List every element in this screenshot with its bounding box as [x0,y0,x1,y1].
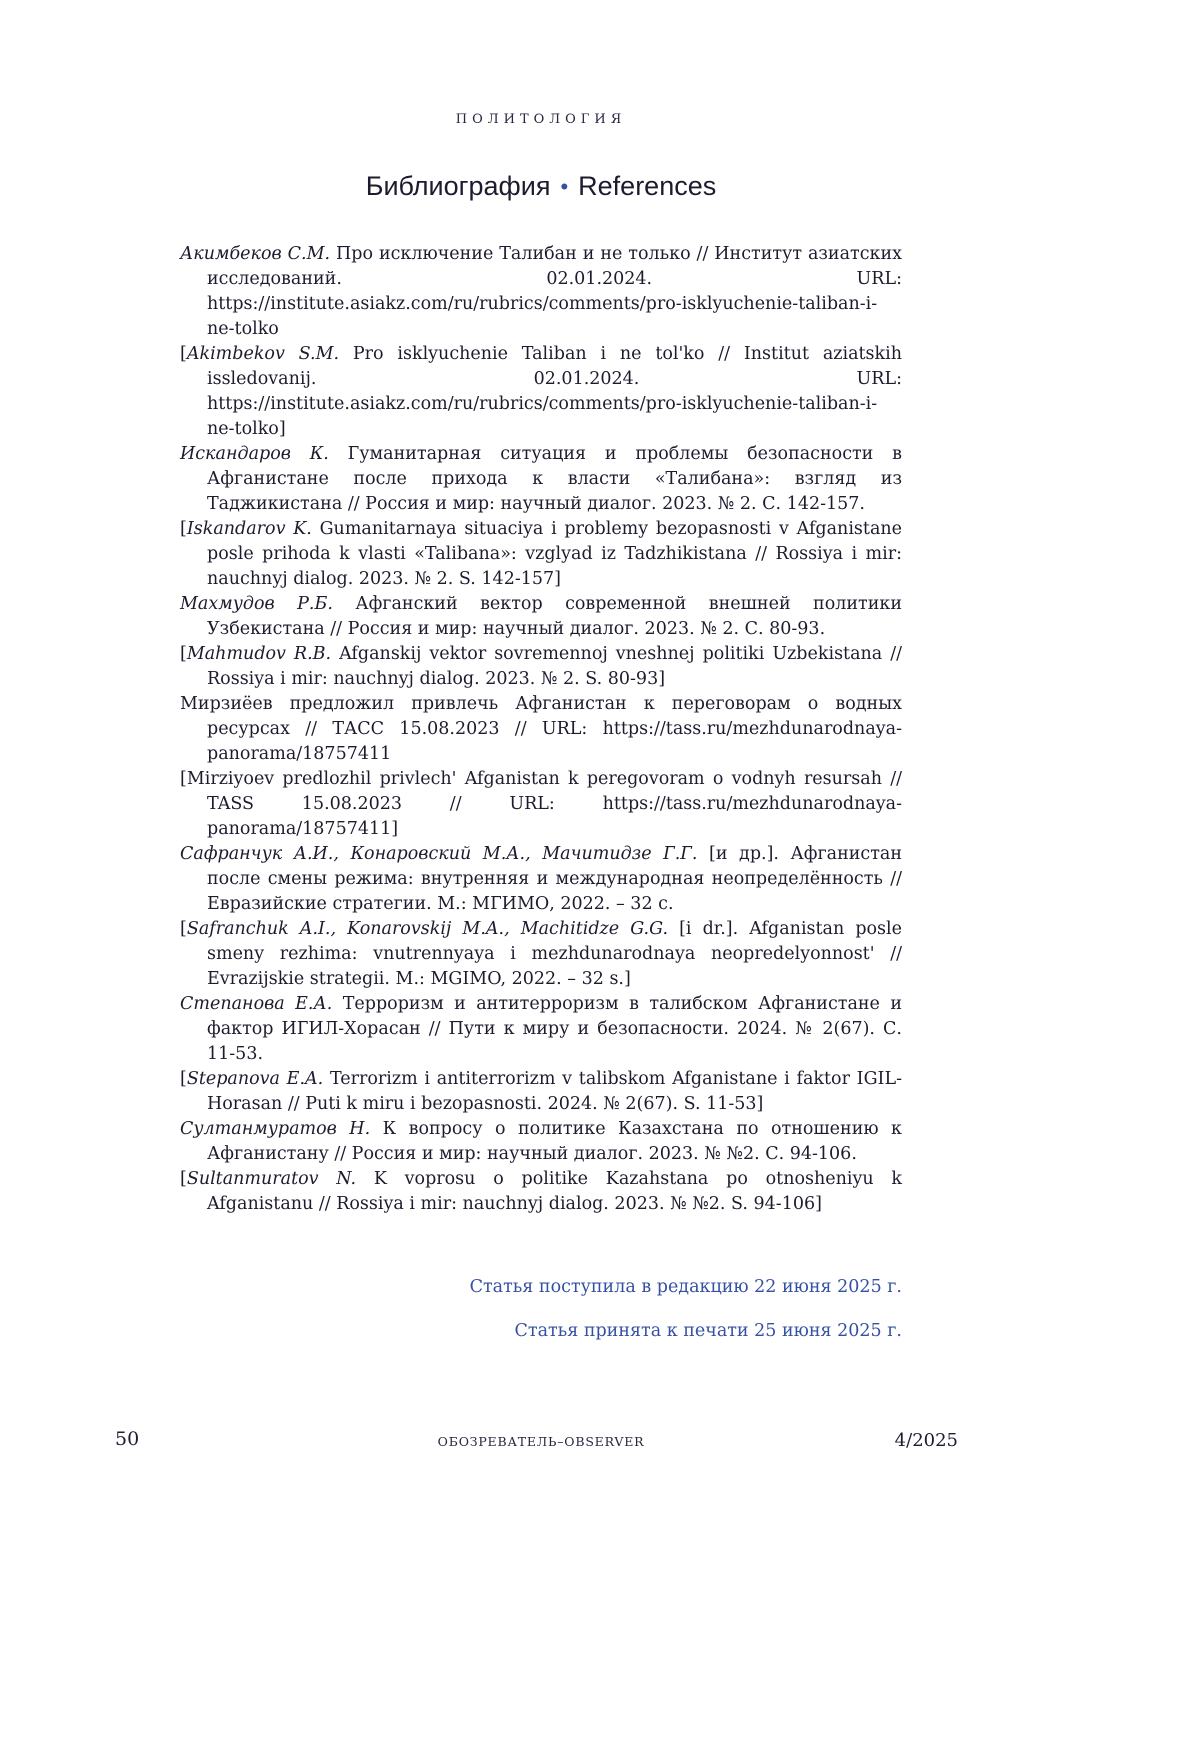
reference-authors: Искандаров К. [180,444,329,464]
reference-item [180,692,902,767]
reference-text: [i dr.]. Afganistan posle smeny rezhima: vnutrennyaya i mezhdunarodnaya neopredelyonnost' // Evrazijskie strategii. M.: MGIMO, 2022. – 32 s.] [207,919,902,989]
reference-text: Pro isklyuchenie Taliban i ne tol'ko // Institut aziatskih issledovanij. 02.01.2024. URL: https://institute.asiakz.com/ru/rubrics/comments/pro-isklyuchenie-taliban-i-ne-tolko] [207,344,902,439]
reference-authors: Акимбеков С.М. [180,244,331,264]
reference-item [180,992,902,1067]
reference-authors: Safranchuk A.I., Konarovskij M.A., Machitidze G.G. [186,919,669,939]
page-title [180,171,902,202]
reference-text: [ [180,644,187,664]
reference-item [180,1117,902,1167]
running-head: ПОЛИТОЛОГИЯ [455,112,627,127]
reference-text: Афганский вектор современной внешней политики Узбекистана // Россия и мир: научный диалог. 2023. № 2. С. 80-93. [207,594,902,639]
reference-text: [ [180,519,187,539]
reference-item [180,1167,902,1217]
page-number: 50 [115,1428,140,1450]
title-ru: Библиография [365,171,551,201]
article-dates [180,1275,902,1344]
reference-text: K voprosu o politike Kazahstana po otnosheniyu k Afganistanu // Rossiya i mir: nauchnyj dialog. 2023. № №2. S. 94-106] [207,1169,903,1214]
title-en: References [578,171,717,201]
accepted-date: Статья принята к печати 25 июня 2025 г. [514,1321,902,1341]
reference-item [180,592,902,642]
reference-item [180,842,902,917]
reference-text: [ [180,344,187,364]
page-content [180,112,902,1344]
reference-text: Terrorizm i antiterrorizm v talibskom Afganistane i faktor IGIL-Horasan // Puti k miru i bezopasnosti. 2024. № 2(67). S. 11-53] [207,1069,903,1114]
reference-item [180,917,902,992]
reference-authors: Akimbekov S.M. [186,344,340,364]
issue-number: 4/2025 [894,1430,958,1451]
reference-text: [ [180,1069,187,1089]
reference-text: Терроризм и антитерроризм в талибском Афганистане и фактор ИГИЛ-Хорасан // Пути к миру и безопасности. 2024. № 2(67). С. 11-53. [207,994,902,1064]
reference-item [180,1067,902,1117]
reference-item [180,342,902,442]
reference-authors: Султанмуратов Н. [180,1119,371,1139]
reference-authors: Sultanmuratov N. [186,1169,357,1189]
references-list [180,242,902,1217]
journal-name: ОБОЗРЕВАТЕЛЬ–OBSERVER [437,1434,645,1449]
reference-text: Afganskij vektor sovremennoj vneshnej politiki Uzbekistana // Rossiya i mir: nauchnyj dialog. 2023. № 2. S. 80-93] [207,644,903,689]
reference-text: [и др.]. Афганистан после смены режима: внутренняя и международная неопределённость // Евразийские стратегии. М.: МГИМО, 2022. – 32 с. [207,844,902,914]
reference-item [180,442,902,517]
reference-authors: Степанова Е.А. [180,994,333,1014]
reference-authors: Stepanova E.A. [186,1069,324,1089]
reference-item [180,242,902,342]
reference-item [180,767,902,842]
reference-authors: Mahmudov R.B. [186,644,332,664]
reference-text: Про исключение Талибан и не только // Институт азиатских исследований. 02.01.2024. URL: https://institute.asiakz.com/ru/rubrics/comments/pro-isklyuchenie-taliban-i-ne-tolko [207,244,902,339]
reference-authors: Махмудов Р.Б. [180,594,333,614]
reference-text: Gumanitarnaya situaciya i problemy bezopasnosti v Afganistane posle prihoda k vlasti «Talibana»: vzglyad iz Tadzhikistana // Rossiya i mir: nauchnyj dialog. 2023. № 2. S. 142-157] [207,519,903,589]
reference-text: [Mirziyoev predlozhil privlech' Afganistan k peregovoram o vodnyh resursah // TASS 15.08.2023 // URL: https://tass.ru/mezhdunarodnaya-panorama/18757411] [180,769,902,839]
reference-text: Гуманитарная ситуация и проблемы безопасности в Афганистане после прихода к власти «Талибана»: взгляд из Таджикистана // Россия и мир: научный диалог. 2023. № 2. С. 142-157. [207,444,903,514]
reference-text: К вопросу о политике Казахстана по отношению к Афганистану // Россия и мир: научный диалог. 2023. № №2. С. 94-106. [207,1119,902,1164]
reference-text: [ [180,919,187,939]
reference-item [180,517,902,592]
reference-text: Мирзиёев предложил привлечь Афганистан к переговорам о водных ресурсах // ТАСС 15.08.2023 // URL: https://tass.ru/mezhdunarodnaya-panorama/18757411 [180,694,902,764]
reference-text: [ [180,1169,187,1189]
title-bullet-icon: • [560,174,569,199]
reference-item [180,642,902,692]
reference-authors: Iskandarov K. [186,519,312,539]
received-date: Статья поступила в редакцию 22 июня 2025 г. [469,1277,902,1297]
reference-authors: Сафранчук А.И., Конаровский М.А., Мачитидзе Г.Г. [180,844,698,864]
